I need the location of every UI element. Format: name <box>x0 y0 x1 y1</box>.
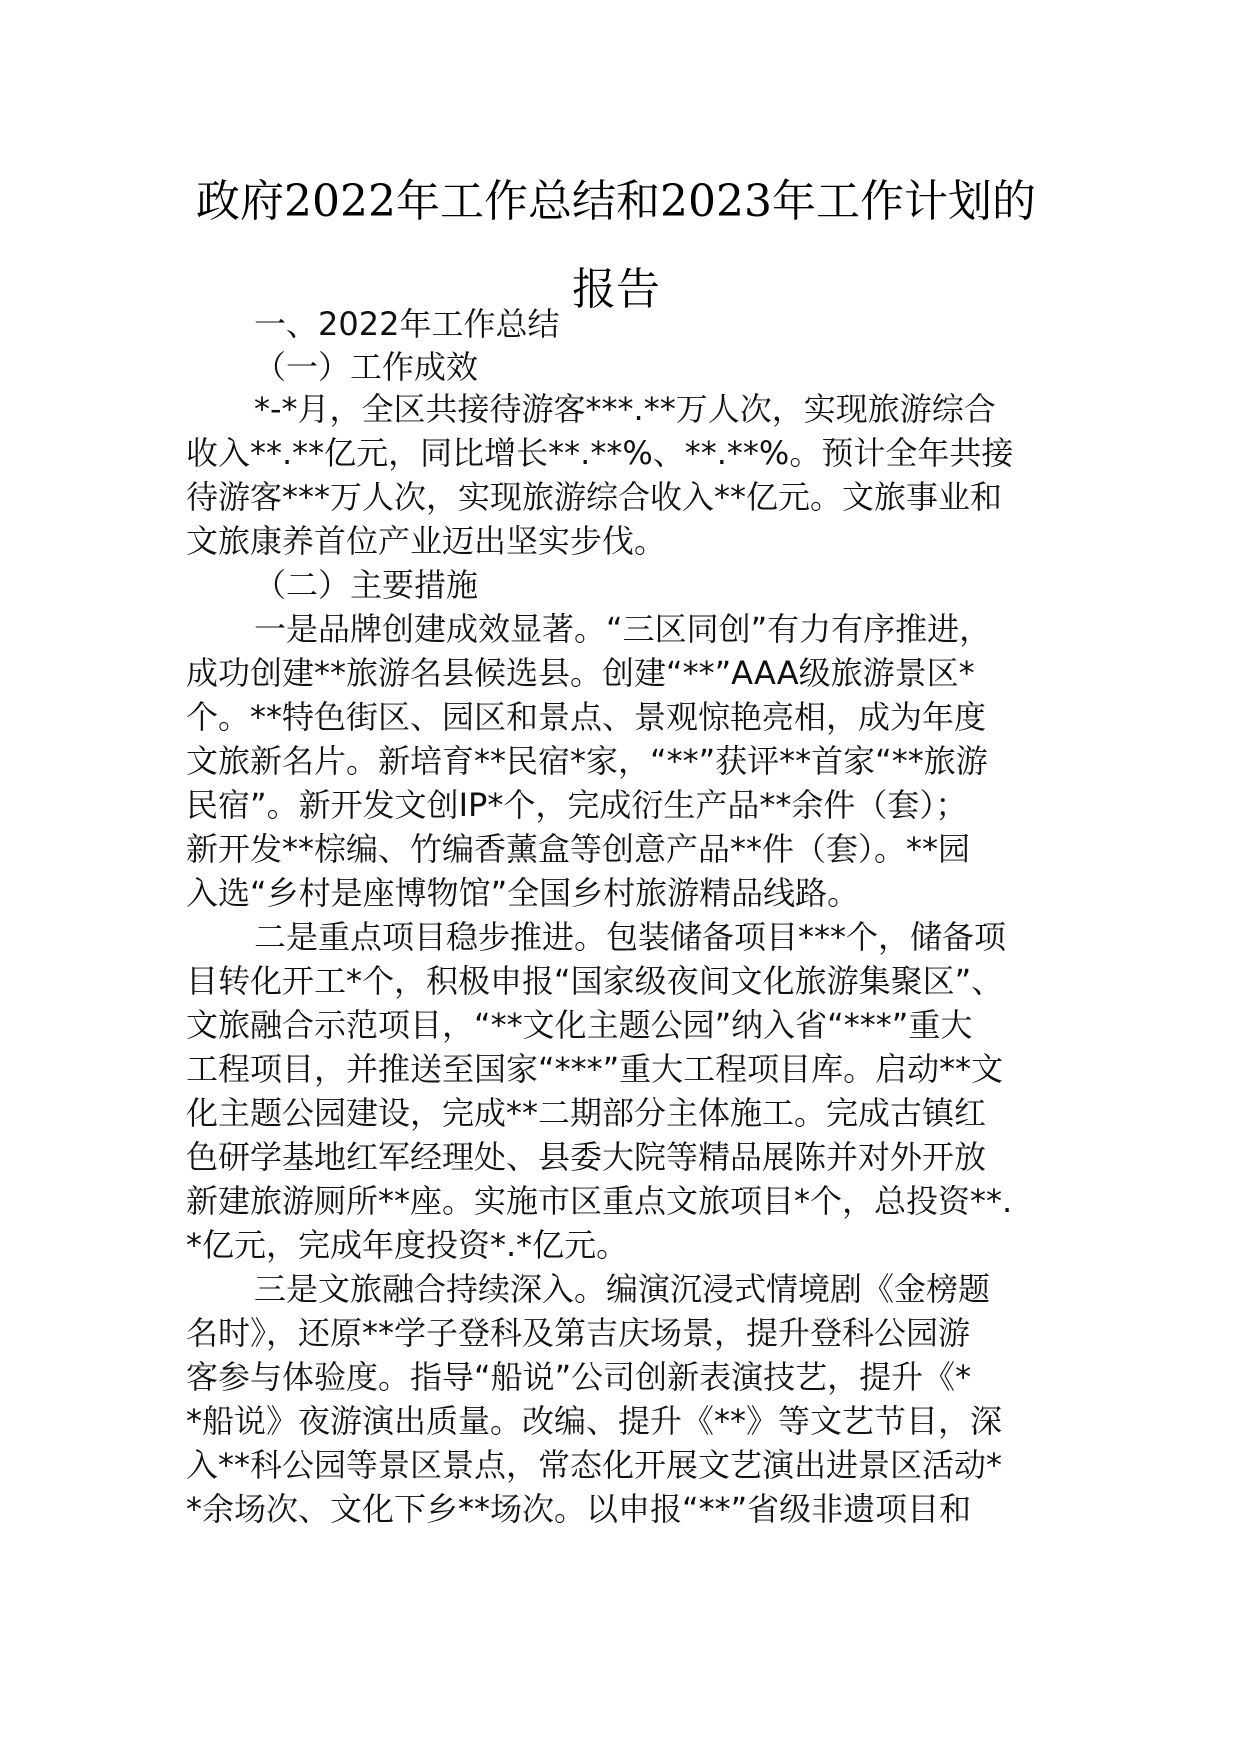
document-title-line-1: 政府2022年工作总结和2023年工作计划的 <box>196 176 1036 227</box>
paragraph-line: 入选“乡村是座博物馆”全国乡村旅游精品线路。 <box>186 874 860 912</box>
subsection-heading: （二）主要措施 <box>254 566 479 604</box>
paragraph-line: 文旅融合示范项目，“**文化主题公园”纳入省“***”重大 <box>186 1006 973 1044</box>
paragraph-line: *余场次、文化下乡**场次。以申报“**”省级非遗项目和 <box>186 1490 972 1528</box>
paragraph-line: 名时》，还原**学子登科及第吉庆场景，提升登科公园游 <box>186 1314 971 1352</box>
paragraph-line: 二是重点项目稳步推进。包装储备项目***个，储备项 <box>254 918 1007 956</box>
paragraph-line: 新建旅游厕所**座。实施市区重点文旅项目*个，总投资**. <box>186 1182 1013 1220</box>
subsection-heading: （一）工作成效 <box>254 348 479 386</box>
paragraph-line: 三是文旅融合持续深入。编演沉浸式情境剧《金榜题 <box>254 1270 991 1308</box>
paragraph-line: 待游客***万人次，实现旅游综合收入**亿元。文旅事业和 <box>186 478 1003 516</box>
section-heading: 一、2022年工作总结 <box>254 305 560 343</box>
paragraph-line: 入**科公园等景区景点，常态化开展文艺演出进景区活动* <box>186 1446 1003 1484</box>
paragraph-line: 工程项目，并推送至国家“***”重大工程项目库。启动**文 <box>186 1050 1004 1088</box>
paragraph-line: 化主题公园建设，完成**二期部分主体施工。完成古镇红 <box>186 1094 987 1132</box>
paragraph-line: *船说》夜游演出质量。改编、提升《**》等文艺节目，深 <box>186 1402 1003 1440</box>
paragraph-line: 民宿”。新开发文创IP*个，完成衍生产品**余件（套）； <box>186 786 968 824</box>
document-title-line-2: 报告 <box>572 264 660 315</box>
paragraph-line: 收入**.**亿元，同比增长**.**%、**.**%。预计全年共接 <box>186 434 1014 472</box>
paragraph-line: *-*月，全区共接待游客***.**万人次，实现旅游综合 <box>254 390 996 428</box>
paragraph-line: 成功创建**旅游名县候选县。创建“**”AAA级旅游景区* <box>186 654 975 692</box>
paragraph-line: 文旅康养首位产业迈出坚实步伐。 <box>186 522 667 560</box>
paragraph-line: 文旅新名片。新培育**民宿*家，“**”获评**首家“**旅游 <box>186 742 988 780</box>
paragraph-line: 个。**特色街区、园区和景点、景观惊艳亮相，成为年度 <box>186 698 987 736</box>
paragraph-line: 目转化开工*个，积极申报“国家级夜间文化旅游集聚区”、 <box>186 962 1004 1000</box>
paragraph-line: 一是品牌创建成效显著。“三区同创”有力有序推进， <box>254 610 992 648</box>
paragraph-line: 新开发**棕编、竹编香薰盒等创意产品**件（套）。**园 <box>186 830 971 868</box>
paragraph-line: 客参与体验度。指导“船说”公司创新表演技艺，提升《* <box>186 1358 972 1396</box>
paragraph-line: 色研学基地红军经理处、县委大院等精品展陈并对外开放 <box>186 1138 987 1176</box>
paragraph-line: *亿元，完成年度投资*.*亿元。 <box>186 1226 629 1264</box>
